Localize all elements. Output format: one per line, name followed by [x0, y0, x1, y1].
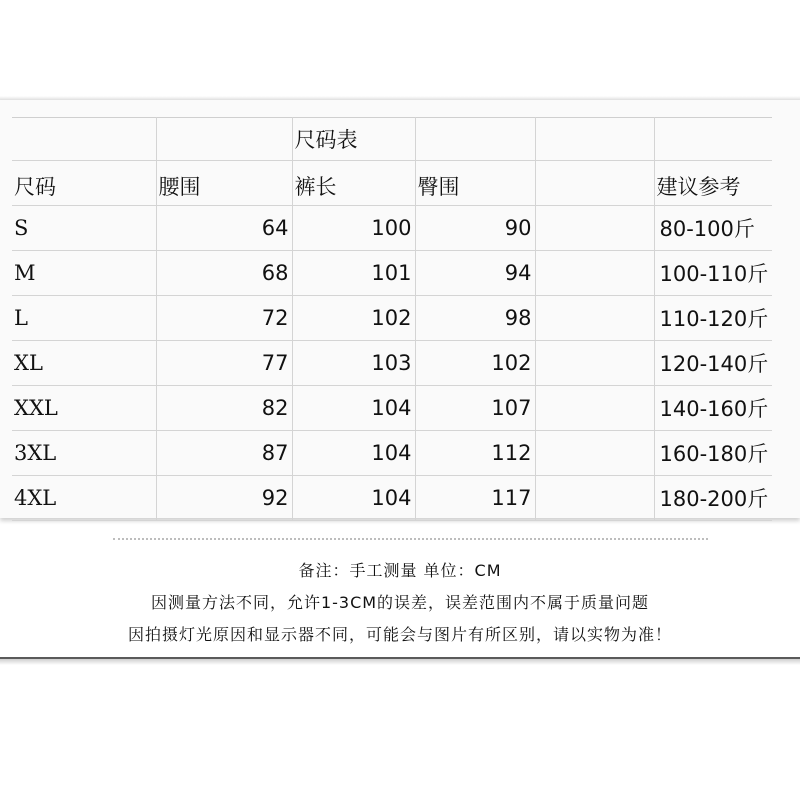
table-row [12, 341, 772, 386]
bottom-shadow [0, 659, 800, 665]
hip-cell: 107 [415, 386, 535, 431]
header-recommendation: 建议参考 [654, 161, 772, 206]
length-cell: 102 [292, 296, 415, 341]
note-color-difference: 因拍摄灯光原因和显示器不同，可能会与图片有所区别，请以实物为准！ [127, 625, 672, 644]
length-cell: 103 [292, 341, 415, 386]
size-cell: XXL [12, 386, 156, 431]
size-cell: 4XL [12, 476, 156, 521]
table-title-row [12, 118, 772, 161]
table-row [12, 251, 772, 296]
waist-cell: 82 [156, 386, 292, 431]
waist-cell: 87 [156, 431, 292, 476]
empty-cell [535, 251, 654, 296]
length-cell: 104 [292, 431, 415, 476]
header-length: 裤长 [292, 161, 415, 206]
waist-cell: 64 [156, 206, 292, 251]
recommendation-cell: 140-160斤 [654, 386, 772, 431]
title-empty-cell [535, 118, 654, 161]
recommendation-cell: 160-180斤 [654, 431, 772, 476]
recommendation-cell: 80-100斤 [654, 206, 772, 251]
note-tolerance: 因测量方法不同，允许1-3CM的误差，误差范围内不属于质量问题 [150, 593, 650, 612]
table-row [12, 206, 772, 251]
table-row [12, 431, 772, 476]
header-size: 尺码 [12, 161, 156, 206]
waist-cell: 92 [156, 476, 292, 521]
recommendation-cell: 110-120斤 [654, 296, 772, 341]
waist-cell: 68 [156, 251, 292, 296]
header-waist: 腰围 [156, 161, 292, 206]
hip-cell: 90 [415, 206, 535, 251]
waist-cell: 77 [156, 341, 292, 386]
table-title: 尺码表 [292, 118, 415, 161]
title-empty-cell [12, 118, 156, 161]
title-empty-cell [415, 118, 535, 161]
size-cell: 3XL [12, 431, 156, 476]
size-cell: M [12, 251, 156, 296]
empty-cell [535, 386, 654, 431]
recommendation-cell: 100-110斤 [654, 251, 772, 296]
table-header-row [12, 161, 772, 206]
empty-cell [535, 341, 654, 386]
length-cell: 101 [292, 251, 415, 296]
size-chart-table [12, 117, 772, 521]
empty-cell [535, 431, 654, 476]
recommendation-cell: 180-200斤 [654, 476, 772, 521]
header-empty [535, 161, 654, 206]
table-row [12, 476, 772, 521]
size-cell: XL [12, 341, 156, 386]
recommendation-cell: 120-140斤 [654, 341, 772, 386]
length-cell: 104 [292, 386, 415, 431]
hip-cell: 117 [415, 476, 535, 521]
note-measurement-unit: 备注：手工测量 单位：CM [298, 561, 502, 580]
table-row [12, 296, 772, 341]
waist-cell: 72 [156, 296, 292, 341]
hip-cell: 102 [415, 341, 535, 386]
size-cell: S [12, 206, 156, 251]
length-cell: 104 [292, 476, 415, 521]
header-hip: 臀围 [415, 161, 535, 206]
empty-cell [535, 476, 654, 521]
empty-cell [535, 296, 654, 341]
size-cell: L [12, 296, 156, 341]
table-row [12, 386, 772, 431]
hip-cell: 98 [415, 296, 535, 341]
empty-cell [535, 206, 654, 251]
hip-cell: 112 [415, 431, 535, 476]
length-cell: 100 [292, 206, 415, 251]
title-empty-cell [156, 118, 292, 161]
title-empty-cell [654, 118, 772, 161]
dotted-separator [113, 538, 708, 540]
hip-cell: 94 [415, 251, 535, 296]
